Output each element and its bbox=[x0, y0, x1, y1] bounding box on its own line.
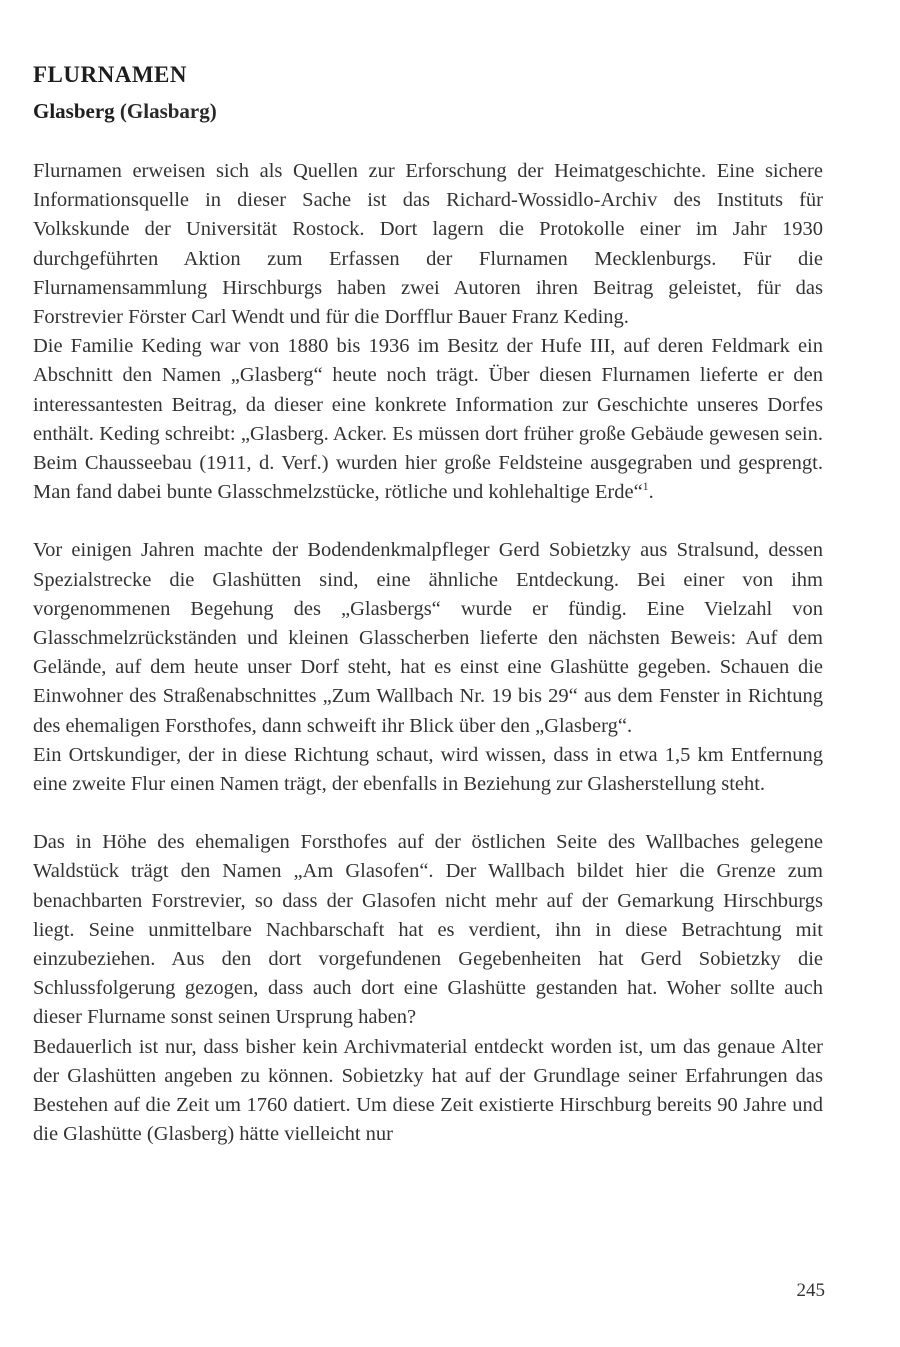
paragraph-2-tail: . bbox=[648, 481, 654, 504]
paragraph-3: Vor einigen Jahren machte der Bodendenkmalpfleger Gerd Sobietzky aus Stralsund, dessen Spezialstrecke die Glashütten sind, eine ähnliche Entdeckung. Bei einer von ihm vorgenommenen Begehung des „Glasbergs“ wurde er fündig. Eine Vielzahl von Glasschmelzrückständen und kleinen Glasscherben lieferte den nächsten Beweis: Auf dem Gelände, auf dem heute unser Dorf steht, hat es einst eine Glashütte gegeben. Schauen die Einwohner des Straßenabschnittes „Zum Wallbach Nr. 19 bis 29“ aus dem Fenster in Richtung des ehemaligen Forsthofes, dann schweift ihr Blick über den „Glasberg“. bbox=[33, 539, 823, 737]
paragraph-6: Bedauerlich ist nur, dass bisher kein Archivmaterial entdeckt worden ist, um das genaue Alter der Glashütten angeben zu können. Sobietzky hat auf der Grundlage seiner Erfahrungen das Bestehen auf die Zeit um 1760 datiert. Um diese Zeit existierte Hirschburg bereits 90 Jahre und die Glashütte (Glasberg) hätte vielleicht nur bbox=[33, 1035, 823, 1146]
paragraph-4: Ein Ortskundiger, der in diese Richtung schaut, wird wissen, dass in etwa 1,5 km Entfernung eine zweite Flur einen Namen trägt, der ebenfalls in Beziehung zur Glasherstellung steht. bbox=[33, 743, 823, 796]
paragraph-2 bbox=[33, 332, 823, 507]
page-number: 245 bbox=[796, 1280, 825, 1301]
paragraph-2-text: Die Familie Keding war von 1880 bis 1936 im Besitz der Hufe III, auf deren Feldmark ein Abschnitt den Namen „Glasberg“ heute noch trägt. Über diesen Flurnamen lieferte er den interessantesten Beitrag, da dieser eine konkrete Information zur Geschichte unseres Dorfes enthält. Keding schreibt: „Glasberg. Acker. Es müssen dort früher große Gebäude gewesen sein. Beim Chausseebau (1911, d. Verf.) wurden hier große Feldsteine ausgegraben und gesprengt. Man fand dabei bunte Glasschmelzstücke, rötliche und kohlehaltige Erde“ bbox=[33, 335, 823, 504]
paragraph-1: Flurnamen erweisen sich als Quellen zur Erforschung der Heimatgeschichte. Eine sichere Informationsquelle in dieser Sache ist das Richard-Wossidlo-Archiv des Instituts für Volkskunde der Universität Rostock. Dort lagern die Protokolle einer im Jahr 1930 durchgeführten Aktion zum Erfassen der Flurnamen Mecklenburgs. Für die Flurnamensammlung Hirschburgs haben zwei Autoren ihren Beitrag geleistet, für das Forstrevier Förster Carl Wendt und für die Dorfflur Bauer Franz Keding. bbox=[33, 160, 823, 329]
footnote-marker: 1 bbox=[642, 479, 649, 494]
subtitle-rest: (Glasbarg) bbox=[114, 99, 217, 123]
page-content bbox=[33, 60, 823, 1150]
section-title: FLURNAMEN bbox=[33, 62, 187, 87]
subtitle-bold: Glasberg bbox=[33, 99, 115, 123]
subtitle bbox=[33, 96, 823, 126]
paragraph-5: Das in Höhe des ehemaligen Forsthofes auf der östlichen Seite des Wallbaches gelegene Waldstück trägt den Namen „Am Glasofen“. Der Wallbach bildet hier die Grenze zum benachbarten Forstrevier, so dass der Glasofen nicht mehr auf der Gemarkung Hirschburgs liegt. Seine unmittelbare Nachbarschaft hat es verdient, ihn in diese Betrachtung mit einzubeziehen. Aus den dort vorgefundenen Gegebenheiten hat Gerd Sobietzky die Schlussfolgerung gezogen, dass auch dort eine Glashütte gestanden hat. Woher sollte auch dieser Flurname sonst seinen Ursprung haben? bbox=[33, 831, 823, 1029]
